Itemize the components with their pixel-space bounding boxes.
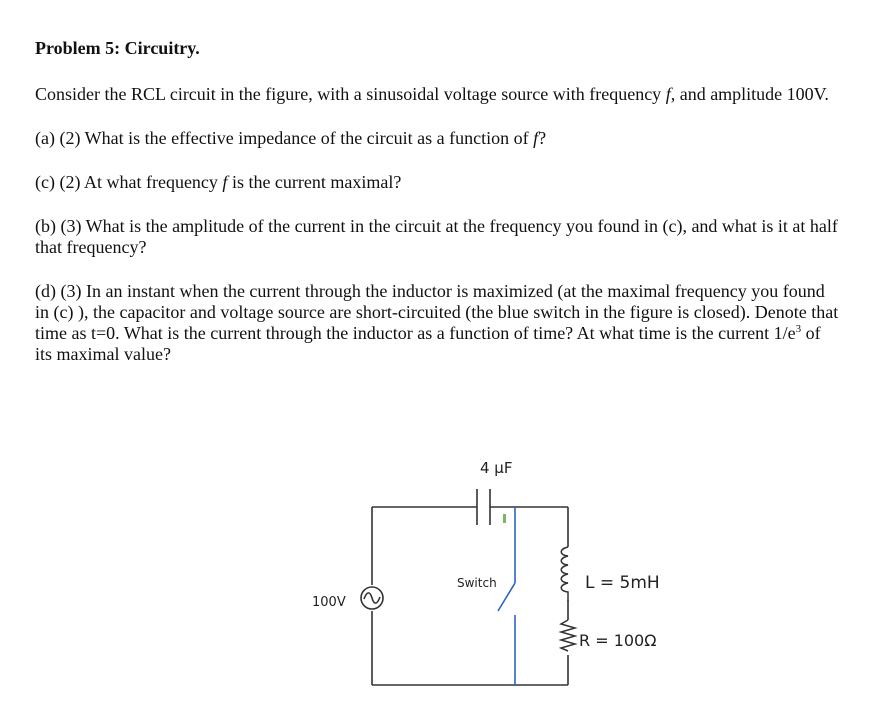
question-d	[35, 281, 840, 365]
switch-label: Switch	[457, 576, 497, 590]
switch-lever	[498, 583, 515, 611]
green-marker	[503, 514, 506, 523]
question-a	[35, 128, 840, 149]
circuit-diagram	[300, 445, 720, 705]
question-a-text: (a) (2) What is the effective impedance of the circuit as a function of	[35, 128, 534, 148]
question-c-text: (c) (2) At what frequency	[35, 172, 223, 192]
question-d-exponent: 3	[795, 323, 802, 335]
question-b: (b) (3) What is the amplitude of the current in the circuit at the frequency you found in (c), and what is it at half that frequency?	[35, 216, 838, 257]
ac-source-icon	[361, 587, 383, 609]
question-c-frequency-symbol: f	[222, 172, 228, 192]
switch-icon	[498, 507, 515, 685]
question-d-text: (d) (3) In an instant when the current through the inductor is maximized (at the maximal frequency you found in (c) ), the capacitor and voltage source are short-circuited (the blue switch in the figure is closed). Denote that time as t=0. What is the current through the inductor as a function of time? At what time is the current 1/e	[35, 281, 839, 343]
problem-title: Problem 5: Circuitry.	[35, 38, 200, 58]
circuit-figure	[300, 445, 720, 705]
question-c-end: is the current maximal?	[227, 172, 402, 192]
resistor-zigzag	[561, 620, 575, 651]
inductor-icon	[561, 547, 568, 601]
resistor-icon	[561, 620, 575, 651]
problem-document	[35, 38, 840, 388]
intro-text-start: Consider the RCL circuit in the figure, with a sinusoidal voltage source with frequency	[35, 84, 666, 104]
circuit-wires	[372, 507, 568, 685]
intro-text-end: and amplitude 100V.	[675, 84, 829, 104]
ac-source-wave	[364, 593, 380, 603]
resistor-label: R = 100Ω	[579, 631, 657, 650]
intro-frequency-symbol: f,	[665, 84, 676, 104]
capacitor-icon	[477, 489, 490, 525]
inductor-label: L = 5mH	[585, 573, 660, 593]
inductor-coil	[561, 547, 568, 601]
question-a-frequency-symbol: f	[533, 128, 539, 148]
problem-intro	[35, 84, 840, 105]
question-d-end: of its maximal value?	[35, 323, 821, 364]
source-label: 100V	[312, 595, 346, 610]
capacitor-label: 4 μF	[480, 459, 513, 477]
question-c	[35, 172, 840, 193]
question-a-end: ?	[538, 128, 547, 148]
